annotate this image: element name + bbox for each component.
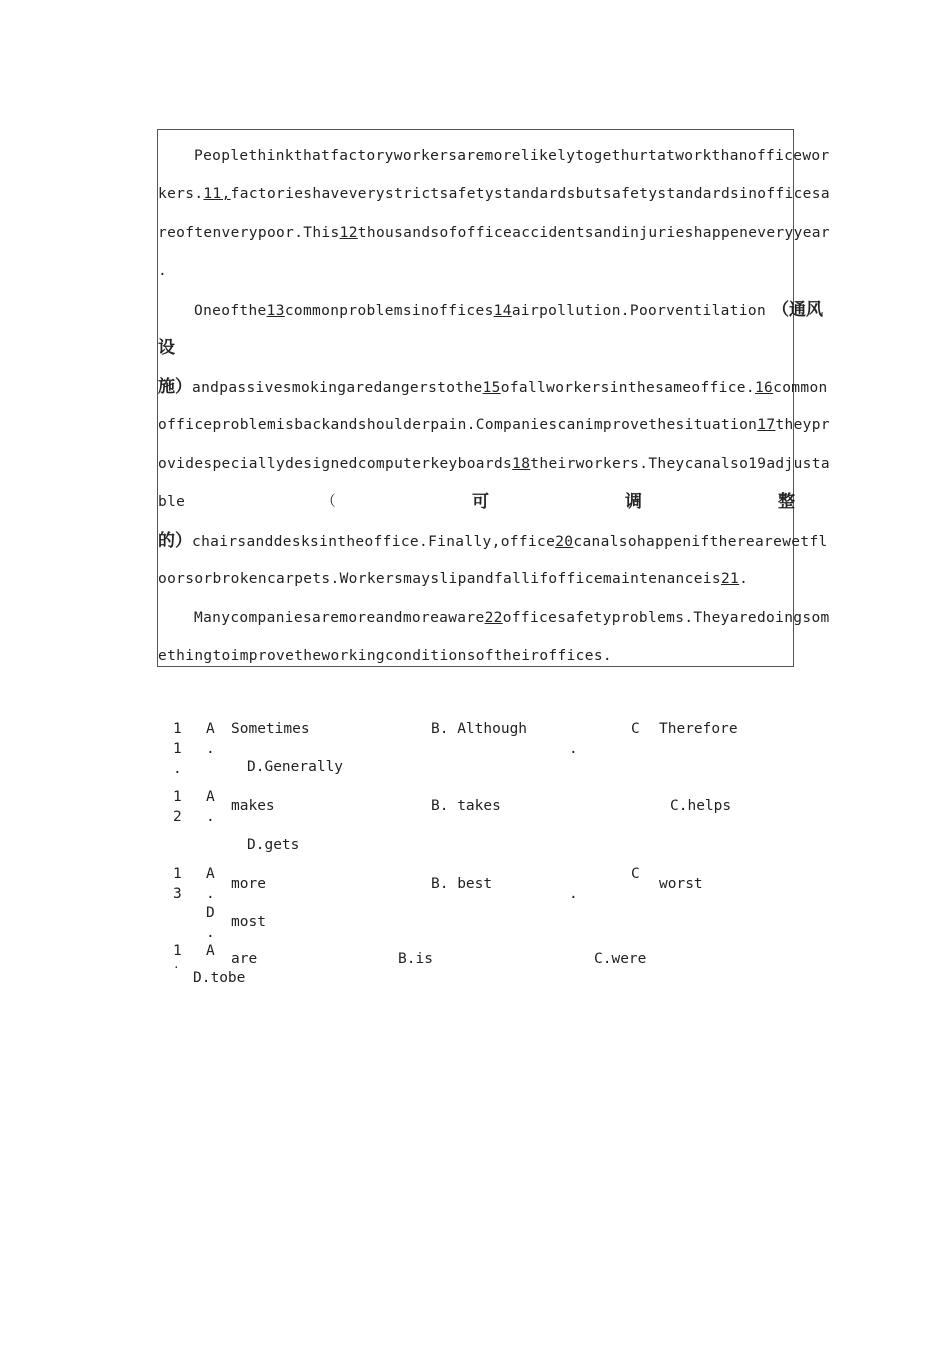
blank-16: 16 [754,380,774,396]
passage-line: Manycompaniesaremoreandmoreaware22officesafetyproblems.Theyaredoingsom [194,610,830,626]
blank-20: 20 [555,534,574,550]
question-number: 2 [173,809,182,825]
passage-line: 施）andpassivesmokingaredangerstothe15ofallworkersinthesameoffice.16common [158,377,828,397]
option-c[interactable]: C.were [594,951,647,967]
option-b[interactable]: B.is [398,951,433,967]
option-c[interactable]: Therefore [659,721,738,737]
passage-line: ovidespeciallydesignedcomputerkeyboards18theirworkers.Theycanalso19adjusta [158,456,830,472]
option-b[interactable]: B. best [431,876,493,892]
option-c-letter: C [631,866,640,882]
blank-13: 13 [266,303,285,319]
option-d[interactable]: D.gets [247,837,300,853]
option-c-dot: . [569,886,578,902]
passage-line: oorsorbrokencarpets.Workersmayslipandfallifofficemaintenanceis21. [158,571,749,587]
option-c[interactable]: worst [659,876,703,892]
blank-21: 21 [720,571,740,587]
option-b[interactable]: B. takes [431,798,501,814]
option-d[interactable]: most [231,914,266,930]
option-d-dot: . [206,925,215,941]
option-a[interactable]: Sometimes [231,721,310,737]
passage-line: ble （ 可 调 整 [158,492,795,512]
passage-line: Oneofthe13commonproblemsinoffices14airpollution.Poorventilation （通风 [194,300,824,320]
passage-line: 的）chairsanddesksintheoffice.Finally,office20canalsohappeniftherearewetfl [158,531,828,551]
passage-line: officeproblemisbackandshoulderpain.Companiescanimprovethesituation17theypr [158,417,830,433]
question-number: 1 [173,866,182,882]
blank-12: 12 [339,225,358,241]
option-a-letter: A [206,943,215,959]
blank-15: 15 [482,380,501,396]
option-d[interactable]: D.Generally [247,759,344,775]
option-a-letter: A [206,789,215,805]
option-a[interactable]: more [231,876,266,892]
question-number: 3 [173,886,182,902]
option-c-dot: . [569,741,578,757]
option-a-letter: A [206,721,215,737]
option-c-letter: C [631,721,640,737]
question-number: 1 [173,943,182,959]
passage-line: ethingtoimprovetheworkingconditionsoftheiroffices. [158,648,612,664]
option-a[interactable]: makes [231,798,275,814]
option-d[interactable]: D.tobe [193,970,246,986]
option-b[interactable]: B. Although [431,721,528,737]
passage-line: 设 [158,338,175,358]
question-number: . [173,761,182,777]
question-number: . [173,958,180,971]
option-a-dot: . [206,886,215,902]
passage-box [157,129,830,667]
option-c[interactable]: C.helps [670,798,732,814]
blank-18: 18 [512,456,531,472]
blank-22: 22 [484,610,503,626]
blank-17: 17 [757,417,776,433]
blank-14: 14 [493,303,512,319]
option-a-letter: A [206,866,215,882]
blank-11: 11, [203,186,231,202]
question-number: 1 [173,741,182,757]
passage-line: reoftenverypoor.This12thousandsofofficeaccidentsandinjurieshappeneveryyear [158,225,830,241]
passage-line: . [158,263,168,279]
passage-line: kers.11,factorieshaveverystrictsafetystandardsbutsafetystandardsinofficesa [158,186,830,202]
passage-line: Peoplethinkthatfactoryworkersaremorelikelytogethurtatworkthanofficewor [194,148,830,164]
option-a[interactable]: are [231,951,258,967]
option-d-letter: D [206,905,215,921]
question-number: 1 [173,721,182,737]
option-a-dot: . [206,741,215,757]
question-number: 1 [173,789,182,805]
option-a-dot: . [206,809,215,825]
